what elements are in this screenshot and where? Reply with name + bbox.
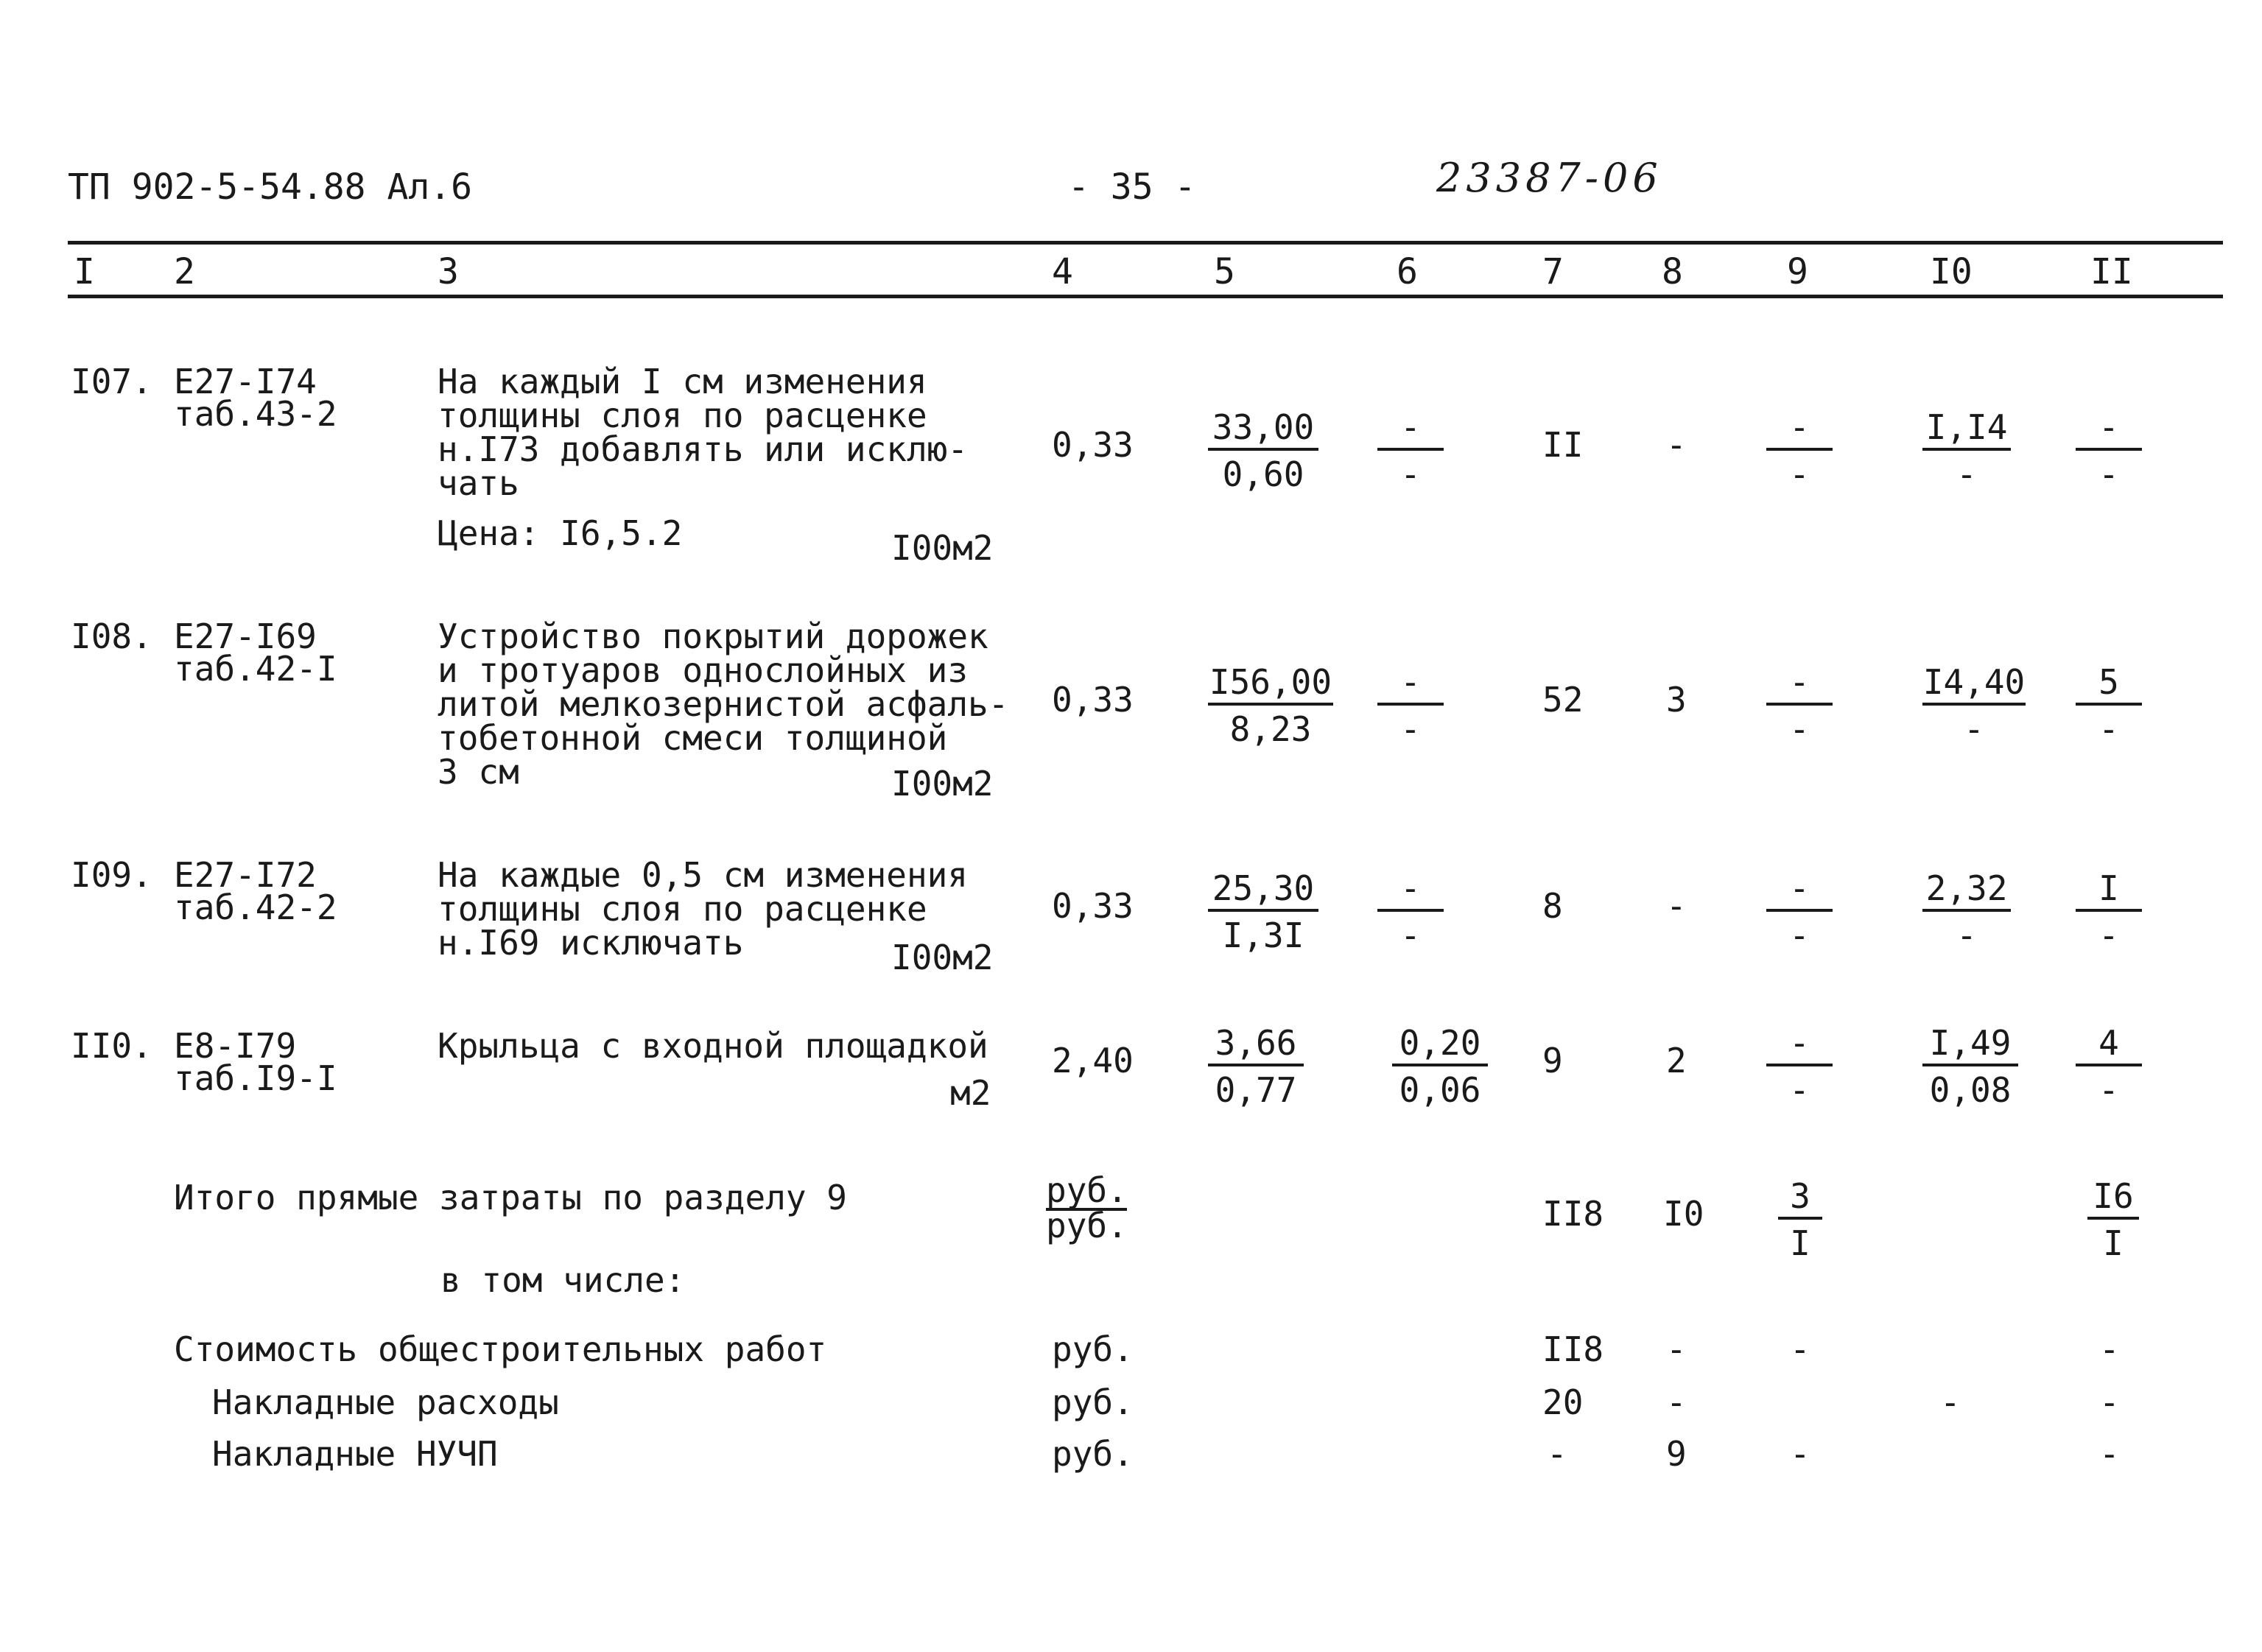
col10-top: 2,32 (1922, 871, 2011, 912)
including-label: в том числе: (440, 1260, 686, 1300)
row-number: I07. (71, 362, 152, 401)
totals-col7: II8 (1542, 1194, 1604, 1234)
col11-top: 4 (2076, 1025, 2142, 1066)
totals-line-unit: руб. (1052, 1329, 1134, 1369)
col6-top: - (1377, 410, 1444, 451)
unit: I00м2 (891, 528, 994, 568)
col11-top: - (2076, 410, 2142, 451)
col5-bottom: 0,77 (1215, 1070, 1297, 1110)
col-10: I0 (1930, 251, 1973, 292)
unit: I00м2 (891, 938, 994, 977)
col5-top: 25,30 (1208, 871, 1318, 912)
col6-fraction (1377, 407, 1444, 494)
col5-top: I56,00 (1208, 664, 1333, 706)
col9-top: - (1766, 410, 1833, 451)
col9-top: - (1766, 871, 1833, 912)
col-1: I (74, 251, 95, 292)
col5-fraction (1208, 1025, 1304, 1108)
totals-line-col7: II8 (1542, 1329, 1604, 1369)
table-ref: таб.42-I (174, 649, 337, 689)
row-number: I09. (71, 855, 152, 895)
rate-code: E27-I69 (174, 616, 317, 656)
col6-bottom: - (1400, 915, 1421, 955)
col5-bottom: 0,60 (1222, 454, 1304, 494)
table-ref: таб.42-2 (174, 887, 337, 927)
col10-bottom: - (1964, 709, 1984, 749)
col-6: 6 (1397, 251, 1418, 292)
col11-top: I (2076, 871, 2142, 912)
col6-fraction (1377, 868, 1444, 955)
col11-fraction (2076, 407, 2142, 494)
description-line: Устройство покрытий дорожек (438, 616, 988, 656)
col11-bottom: - (2098, 915, 2119, 955)
col10-fraction (1922, 407, 2011, 494)
col5-top: 3,66 (1208, 1025, 1304, 1066)
col9-fraction (1766, 664, 1833, 747)
totals-col11-fraction (2087, 1178, 2139, 1261)
quantity: 0,33 (1052, 425, 1134, 465)
col10-bottom: - (1956, 454, 1977, 494)
totals-col9-fraction (1778, 1178, 1822, 1261)
col10-top: I,I4 (1922, 410, 2011, 451)
col-3: 3 (438, 251, 459, 292)
totals-line-unit: руб. (1052, 1434, 1134, 1474)
description-line: и тротуаров однослойных из (438, 650, 969, 690)
col6-bottom: - (1400, 709, 1421, 749)
totals-unit-bottom: руб. (1046, 1206, 1128, 1245)
totals-line-label: Накладные НУЧП (212, 1434, 498, 1474)
col11-bottom: - (2098, 709, 2119, 749)
col6-top: - (1377, 664, 1444, 706)
col6-bottom: 0,06 (1399, 1070, 1481, 1110)
col9-top: - (1766, 1025, 1833, 1066)
totals-line-col9: - (1790, 1329, 1810, 1369)
totals-line-col11: - (2099, 1382, 2120, 1422)
col6-fraction (1392, 1025, 1488, 1108)
col10-fraction (1922, 1025, 2018, 1108)
totals-line-col8: 9 (1666, 1434, 1687, 1474)
description-line: Крыльца с входной площадкой (438, 1026, 988, 1066)
col11-fraction (2076, 1025, 2142, 1108)
unit: I00м2 (891, 764, 994, 804)
table-ref: таб.I9-I (174, 1058, 337, 1098)
unit: м2 (950, 1073, 991, 1113)
rate-code: E27-I74 (174, 362, 317, 401)
col9-fraction (1766, 407, 1833, 494)
col6-fraction (1377, 664, 1444, 747)
quantity: 2,40 (1052, 1041, 1134, 1080)
col-4: 4 (1052, 251, 1073, 292)
description-line: н.I73 добавлять или исклю- (438, 429, 969, 469)
totals-line-col10: - (1940, 1382, 1961, 1422)
col11-bottom: - (2098, 1070, 2119, 1110)
col8-value: 2 (1666, 1041, 1687, 1080)
totals-line-label: Накладные расходы (212, 1382, 559, 1422)
row-number: II0. (71, 1026, 152, 1066)
col-9: 9 (1787, 251, 1808, 292)
col7-value: 8 (1542, 886, 1563, 926)
header-rule-top (68, 241, 2223, 245)
description-line: н.I69 исключать (438, 923, 744, 963)
price-note: Цена: I6,5.2 (438, 513, 683, 553)
totals-col8: I0 (1663, 1194, 1704, 1234)
col6-top: 0,20 (1392, 1025, 1488, 1066)
description-line: тобетонной смеси толщиной (438, 718, 948, 758)
totals-col11-top: I6 (2087, 1178, 2139, 1220)
col11-top: 5 (2076, 664, 2142, 706)
totals-line-col8: - (1666, 1382, 1687, 1422)
document-code: ТП 902-5-54.88 Ал.6 (68, 166, 473, 208)
col6-top: - (1377, 871, 1444, 912)
table-ref: таб.43-2 (174, 394, 337, 434)
totals-col11-bottom: I (2103, 1223, 2124, 1263)
col10-bottom: 0,08 (1929, 1070, 2012, 1110)
col5-fraction (1208, 664, 1333, 747)
col-5: 5 (1214, 251, 1235, 292)
col11-bottom: - (2098, 454, 2119, 494)
totals-unit-top: руб. (1046, 1170, 1128, 1210)
totals-line-col11: - (2099, 1329, 2120, 1369)
col11-fraction (2076, 868, 2142, 955)
totals-col9-bottom: I (1790, 1223, 1810, 1263)
description-line: чать (438, 463, 519, 503)
col5-bottom: I,3I (1222, 915, 1304, 955)
col8-value: - (1666, 425, 1687, 465)
totals-line-col11: - (2099, 1434, 2120, 1474)
col7-value: 9 (1542, 1041, 1563, 1080)
col-2: 2 (174, 251, 195, 292)
col-7: 7 (1542, 251, 1564, 292)
col9-bottom: - (1789, 1070, 1810, 1110)
col6-bottom: - (1400, 454, 1421, 494)
quantity: 0,33 (1052, 886, 1134, 926)
col9-bottom: - (1789, 915, 1810, 955)
totals-line-label: Стоимость общестроительных работ (174, 1329, 827, 1369)
description-line: 3 см (438, 752, 519, 792)
totals-line-col8: - (1666, 1329, 1687, 1369)
description-line: толщины слоя по расценке (438, 396, 927, 435)
col9-fraction (1766, 1025, 1833, 1108)
col7-value: II (1542, 425, 1584, 465)
col10-top: I,49 (1922, 1025, 2018, 1066)
col10-top: I4,40 (1922, 664, 2026, 706)
col8-value: - (1666, 886, 1687, 926)
totals-col9-top: 3 (1778, 1178, 1822, 1220)
quantity: 0,33 (1052, 680, 1134, 720)
rate-code: E8-I79 (174, 1026, 297, 1066)
col10-bottom: - (1956, 915, 1977, 955)
description-line: На каждый I см изменения (438, 362, 927, 401)
totals-line-col7: 20 (1542, 1382, 1584, 1422)
col10-fraction (1922, 664, 2026, 747)
document-number: 23387-06 (1436, 155, 1662, 201)
page-number: - 35 - (1068, 166, 1196, 208)
col7-value: 52 (1542, 680, 1584, 720)
col9-bottom: - (1789, 709, 1810, 749)
description-line: На каждые 0,5 см изменения (438, 855, 969, 895)
totals-line-unit: руб. (1052, 1382, 1134, 1422)
col10-fraction (1922, 868, 2011, 955)
totals-unit-fraction (1046, 1170, 1128, 1245)
col5-fraction (1208, 407, 1318, 494)
rate-code: E27-I72 (174, 855, 317, 895)
col5-fraction (1208, 868, 1318, 955)
col11-fraction (2076, 664, 2142, 747)
totals-line-col7: - (1547, 1434, 1567, 1474)
col9-bottom: - (1789, 454, 1810, 494)
col-11: II (2090, 251, 2133, 292)
totals-label: Итого прямые затраты по разделу 9 (174, 1178, 847, 1217)
row-number: I08. (71, 616, 152, 656)
header-rule-bottom (68, 295, 2223, 298)
description-line: толщины слоя по расценке (438, 889, 927, 929)
col-8: 8 (1662, 251, 1683, 292)
col8-value: 3 (1666, 680, 1687, 720)
totals-line-col9: - (1790, 1434, 1810, 1474)
col5-top: 33,00 (1208, 410, 1318, 451)
col5-bottom: 8,23 (1229, 709, 1312, 749)
col9-fraction (1766, 868, 1833, 955)
description-line: литой мелкозернистой асфаль- (438, 684, 1009, 724)
col9-top: - (1766, 664, 1833, 706)
